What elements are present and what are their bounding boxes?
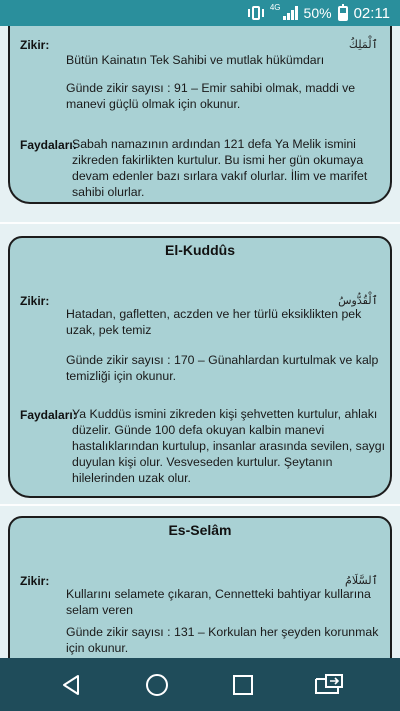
faydalari-text: Ya Kuddüs ismini zikreden kişi şehvetten kurtulur, ahlakı düzelir. Günde 100 defa okuyan kalbin manevi hastalıklarından kurtulup, insanlar arasında sevilen, saygı duyulan kişi olur. Vesveseden kurtulur. Şeytanın hilelerinden uzak olur. [72, 407, 386, 485]
faydalari-text: Sabah namazının ardından 121 defa Ya Melik ismini zikreden fakirlikten kurtulur. Bu ismi her gün okumaya devam edenler bazı sırlara vakıf olurlar. İlim ve marifet sahibi olurlar. [72, 137, 368, 199]
name-card [8, 542, 392, 658]
navigation-bar [0, 658, 400, 711]
zikir-label: Zikir: [20, 294, 50, 308]
zikir-text: Hatadan, gafletten, aczden ve her türlü eksiklikten pek uzak, pek temiz [66, 307, 362, 337]
recents-icon[interactable] [223, 665, 263, 705]
screen-switch-icon[interactable] [309, 665, 349, 705]
battery-percent: 50% [303, 5, 332, 21]
faydalari-label: Faydaları: [20, 138, 77, 152]
zikir-count-text: Günde zikir sayısı : 170 – Günahlardan kurtulmak ve kalp temizliği için okunur. [66, 353, 379, 383]
zikir-label: Zikir: [20, 574, 50, 588]
clock: 02:11 [353, 4, 390, 22]
divider [0, 504, 400, 506]
faydalari-label: Faydaları: [20, 408, 77, 422]
name-card [8, 26, 392, 204]
name-card-title: Es-Selâm [8, 516, 392, 544]
zikir-label: Zikir: [20, 38, 50, 52]
zikir-text: Bütün Kainatın Tek Sahibi ve mutlak hükümdarı [66, 53, 325, 67]
arabic-name: ٱلْقُدُّوسُ [338, 294, 378, 307]
back-icon[interactable] [51, 665, 91, 705]
divider [0, 222, 400, 224]
signal-icon [283, 6, 298, 20]
vibrate-icon [248, 6, 264, 20]
status-bar [0, 0, 400, 26]
zikir-count-text: Günde zikir sayısı : 91 – Emir sahibi olmak, maddi ve manevi güçlü olmak için okunur. [66, 81, 356, 111]
home-icon[interactable] [137, 665, 177, 705]
name-card-title: El-Kuddûs [8, 236, 392, 264]
arabic-name: ٱلسَّلَامُ [345, 574, 378, 587]
zikir-count-text: Günde zikir sayısı : 131 – Korkulan her şeyden korunmak için okunur. [66, 625, 379, 655]
names-list[interactable] [0, 26, 400, 658]
arabic-name: ٱلْمَلِكُ [348, 38, 378, 51]
battery-icon [338, 6, 348, 21]
zikir-text: Kullarını selamete çıkaran, Cennetteki bahtiyar kullarına selam veren [66, 587, 371, 617]
network-type: 4G [269, 3, 281, 12]
name-card [8, 262, 392, 498]
